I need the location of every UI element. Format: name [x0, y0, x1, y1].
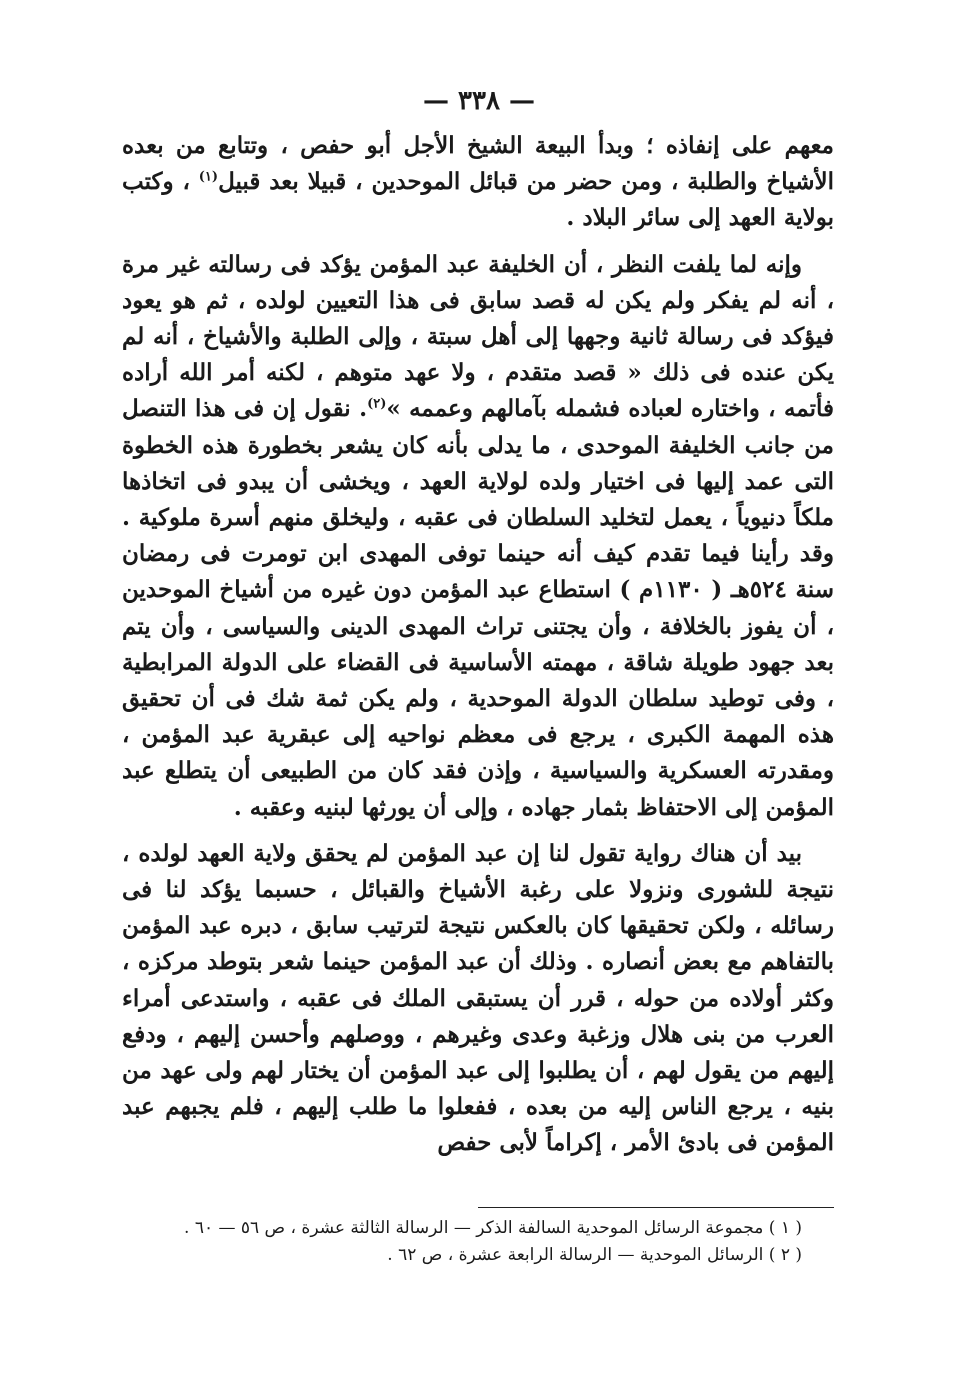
footnote-ref-1: (١) [198, 169, 219, 185]
paragraph-1 [122, 128, 834, 237]
body-text [122, 128, 834, 1162]
paragraph-2-text-end: . نقول إن فى هذا التنصل من جانب الخليفة الموحدى ، ما يدلى بأنه كان يشعر بخطورة هذه الخطوة التى عمد إليها فى اختيار ولده لولاية العهد ، ويخشى أن يبدو فى اتخاذها ملكاً دنيوياً ، يعمل لتخليد السلطان فى عقبه ، وليخلق منهم أسرة ملوكية . وقد رأينا فيما تقدم كيف أنه حينما توفى المهدى ابن تومرت فى رمضان سنة ٥٢٤هـ ( ١١٣٠م ) استطاع عبد المؤمن دون غيره من أشياخ الموحدين ، أن يفوز بالخلافة ، وأن يجتنى تراث المهدى الدينى والسياسى ، وأن يتم بعد جهود طويلة شاقة ، مهمته الأساسية فى القضاء على الدولة المرابطية ، وفى توطيد سلطان الدولة الموحدية ، ولم يكن ثمة شك فى أن تحقيق هذه المهمة الكبرى ، يرجع فى معظم نواحيه إلى عبقرية عبد المؤمن ، ومقدرته العسكرية والسياسية ، وإذن فقد كان من الطبيعى أن يتطلع عبد المؤمن إلى الاحتفاظ بثمار جهاده ، وإلى أن يورثها لبنيه وعقبه . [122, 395, 834, 821]
footnotes [122, 1215, 802, 1269]
footnote-2: ( ٢ ) الرسائل الموحدية — الرسالة الرابعة عشرة ، ص ٦٢ . [387, 1245, 802, 1265]
paragraph-1-text: معهم على إنفاذه ؛ وبدأ البيعة الشيخ الأجل أبو حفص ، وتتابع من بعده الأشياخ والطلبة ، ومن حضر من قبائل الموحدين ، قبيلا بعد قبيل [122, 132, 834, 196]
footnote-separator [478, 1207, 834, 1208]
paragraph-3 [122, 836, 834, 1162]
footnote-ref-2: (٢) [367, 396, 387, 412]
footnote-1: ( ١ ) مجموعة الرسائل الموحدية السالفة الذكر — الرسالة الثالثة عشرة ، ص ٥٦ — ٦٠ . [184, 1218, 802, 1238]
paragraph-3-text: بيد أن هناك رواية تقول لنا إن عبد المؤمن لم يحقق ولاية العهد لولده ، نتيجة للشورى ونزولا على رغبة الأشياخ والقبائل ، حسبما يؤكد لنا فى رسائله ، ولكن تحقيقها كان بالعكس نتيجة لترتيب سابق ، دبره عبد المؤمن بالتفاهم مع بعض أنصاره . وذلك أن عبد المؤمن حينما شعر بتوطد مركزه ، وكثر أولاده من حوله ، قرر أن يستبقى الملك فى عقبه ، واستدعى أمراء العرب من بنى هلال وزغبة وعدى وغيرهم ، ووصلهم وأحسن إليهم ، ودفع إليهم من يقول لهم ، أن يطلبوا إلى عبد المؤمن أن يختار لهم ولى عهد من بنيه ، يرجع الناس إليه من بعده ، ففعلوا ما طلب إليهم ، فلم يجبهم عبد المؤمن فى بادئ الأمر ، إكراماً لأبى حفص [122, 839, 834, 1157]
paragraph-2-text: وإنه لما يلفت النظر ، أن الخليفة عبد المؤمن يؤكد فى رسالته غير مرة ، أنه لم يفكر ولم يكن له قصد سابق فى هذا التعيين لولده ، ثم هو يعود فيؤكد فى رسالة ثانية وجهها إلى أهل سبتة ، وإلى الطلبة والأشياخ ، أنه لم يكن عنده فى ذلك « قصد متقدم ، ولا عهد متوهم ، لكنه أمر الله أراده فأتمه ، واختاره لعباده فشمله بآمالهم وعممه » [122, 250, 834, 423]
page-number: — ٣٣٨ — [422, 86, 536, 116]
paragraph-2 [122, 247, 834, 826]
paragraph-1-text-end: ، وكتب بولاية العهد إلى سائر البلاد . [122, 168, 834, 232]
